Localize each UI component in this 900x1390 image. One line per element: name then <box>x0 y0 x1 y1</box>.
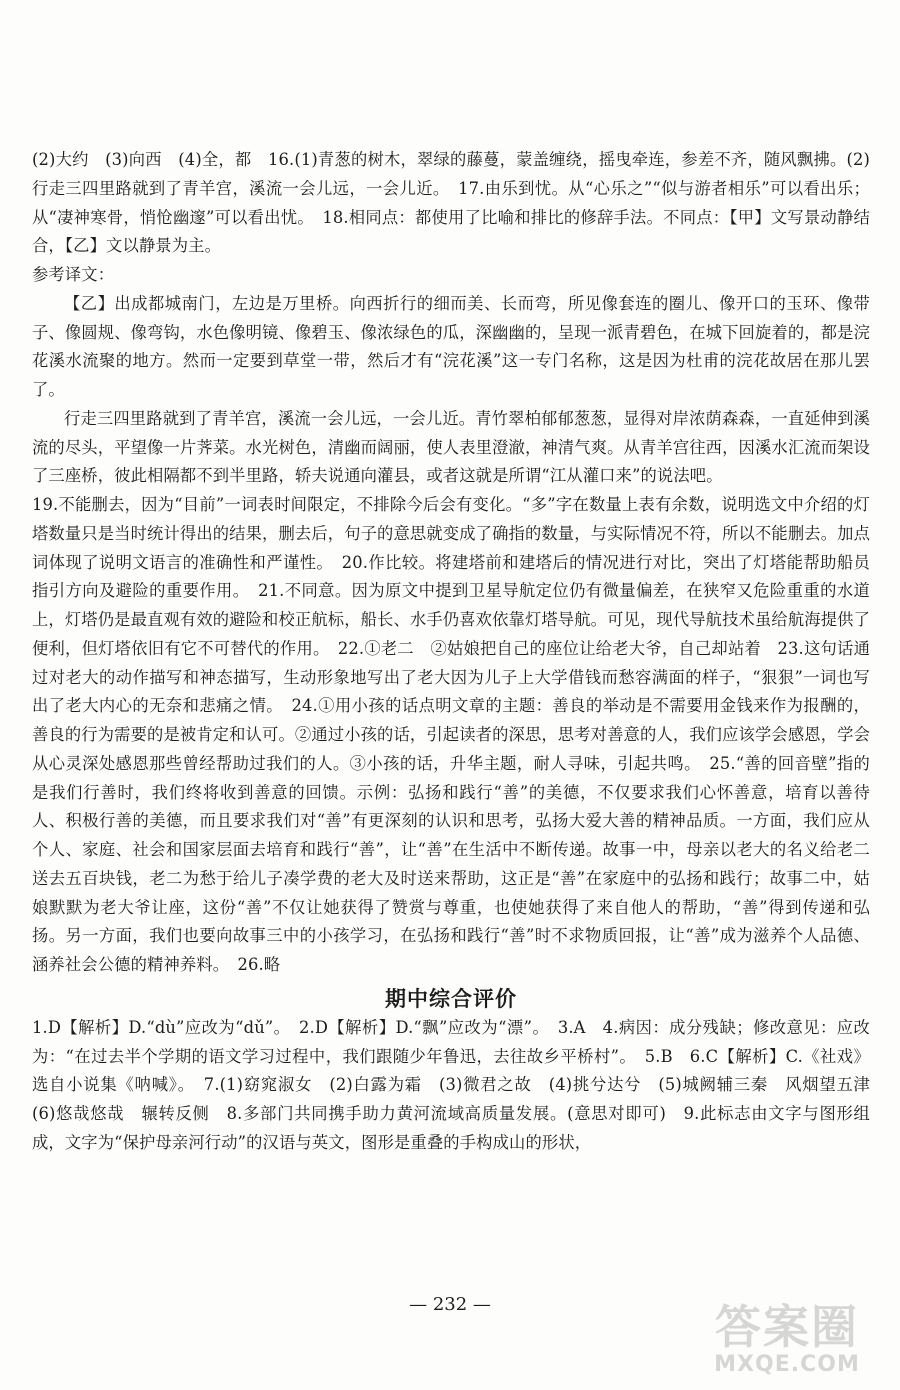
midterm-answers: 1.D【解析】D.“dù”应改为“dǔ”。 2.D【解析】D.“飘”应改为“漂”。 3.A 4.病因：成分残缺；修改意见：应改为：“在过去半个学期的语文学习过程中，我们跟随少年鲁迅，去往故乡平桥村”。 5.B 6.C【解析】C.《社戏》选自小说集《呐喊》。 7.(1)窈窕淑女 (2)白露为霜 (3)微君之故 (4)挑兮达兮 (5)城阙辅三秦 风烟望五津 (6)悠哉悠哉 辗转反侧 8.多部门共同携手助力黄河流域高质量发展。(意思对即可) 9.此标志由文字与图形组成，文字为“保护母亲河行动”的汉语与英文，图形是重叠的手构成山的形状， <box>32 1017 887 1152</box>
page-number: — 232 — <box>409 1294 491 1315</box>
section-title: 期中综合评价 <box>385 986 517 1011</box>
answers-15-18: (2)大约 (3)向西 (4)全，都 16.(1)青葱的树木，翠绿的藤蔓，蒙盖缠绕，摇曳牵连，参差不齐，随风飘拂。(2)行走三四里路就到了青羊宫，溪流一会儿远，一会儿近。 17.由乐到忧。从“心乐之”“似与游者相乐”可以看出乐；从“凄神寒骨，悄怆幽邃”可以看出忧。 18.相同点：都使用了比喻和排比的修辞手法。不同点：【甲】文写景动静结合，【乙】文以静景为主。 <box>32 150 870 256</box>
translation-paragraph-2: 行走三四里路就到了青羊宫，溪流一会儿远，一会儿近。青竹翠柏郁郁葱葱，显得对岸浓荫森森，一直延伸到溪流的尽头，平望像一片荠菜。水光树色，清幽而阔丽，使人表里澄澈，神清气爽。从青羊宫往西，因溪水汇流而架设了三座桥，彼此相隔都不到半里路，轿夫说通向灌县，或者这就是所谓“江从灌口来”的说法吧。 <box>32 408 870 486</box>
answer-page <box>32 146 887 1158</box>
translation-paragraph-1: 【乙】出成都城南门，左边是万里桥。向西折行的细而美、长而弯，所见像套连的圈儿、像开口的玉环、像带子、像圆规、像弯钩，水色像明镜、像碧玉、像浓绿色的瓜，深幽幽的，呈现一派青碧色，在城下回旋着的，都是浣花溪水流聚的地方。然而一定要到草堂一带，然后才有“浣花溪”这一专门名称，这是因为杜甫的浣花故居在那儿罢了。 <box>32 293 870 399</box>
watermark-logo-text: 答案圈 <box>715 1300 859 1354</box>
translation-heading: 参考译文： <box>32 265 115 284</box>
answers-19-26: 19.不能删去，因为“目前”一词表时间限定，不排除今后会有变化。“多”字在数量上表有余数，说明选文中介绍的灯塔数量只是当时统计得出的结果，删去后，句子的意思就变成了确指的数量，与实际情况不符，所以不能删去。加点词体现了说明文语言的准确性和严谨性。 20.作比较。将建塔前和建塔后的情况进行对比，突出了灯塔能帮助船员指引方向及避险的重要作用。 21.不同意。因为原文中提到卫星导航定位仍有微量偏差，在狭窄又危险重重的水道上，灯塔仍是最直观有效的避险和校正航标，船长、水手仍喜欢依靠灯塔导航。可见，现代导航技术虽给航海提供了便利，但灯塔依旧有它不可替代的作用。 22.①老二 ②姑娘把自己的座位让给老大爷，自己却站着 23.这句话通过对老大的动作描写和神态描写，生动形象地写出了老大因为儿子上大学借钱而愁容满面的样子，“狠狠”一词也写出了老大内心的无奈和悲痛之情。 24.①用小孩的话点明文章的主题：善良的举动是不需要用金钱来作为报酬的，善良的行为需要的是被肯定和认可。②通过小孩的话，引起读者的深思，思考对善意的人，我们应该学会感恩，学会从心灵深处感恩那些曾经帮助过我们的人。③小孩的话，升华主题，耐人寻味，引起共鸣。 25.“善的回音壁”指的是我们行善时，我们终将收到善意的回馈。示例：弘扬和践行“善”的美德，不仅要求我们心怀善意，培育以善待人、积极行善的美德，而且要求我们对“善”有更深刻的认识和思考，弘扬大爱大善的精神品质。一方面，我们应从个人、家庭、社会和国家层面去培育和践行“善”，让“善”在生活中不断传递。故事一中，母亲以老大的名义给老二送去五百块钱，老二为愁于给儿子凑学费的老大及时送来帮助，这正是“善”在家庭中的弘扬和践行；故事二中，姑娘默默为老大爷让座，这份“善”不仅让她获得了赞赏与尊重，也使她获得了来自他人的帮助，“善”得到传递和弘扬。另一方面，我们也要向故事三中的小孩学习，在弘扬和践行“善”时不求物质回报，让“善”成为滋养个人品德、涵养社会公德的精神养料。 26.略 <box>32 495 870 974</box>
watermark-logo <box>682 1302 892 1384</box>
watermark-url: MXQE.COM <box>714 1352 860 1377</box>
